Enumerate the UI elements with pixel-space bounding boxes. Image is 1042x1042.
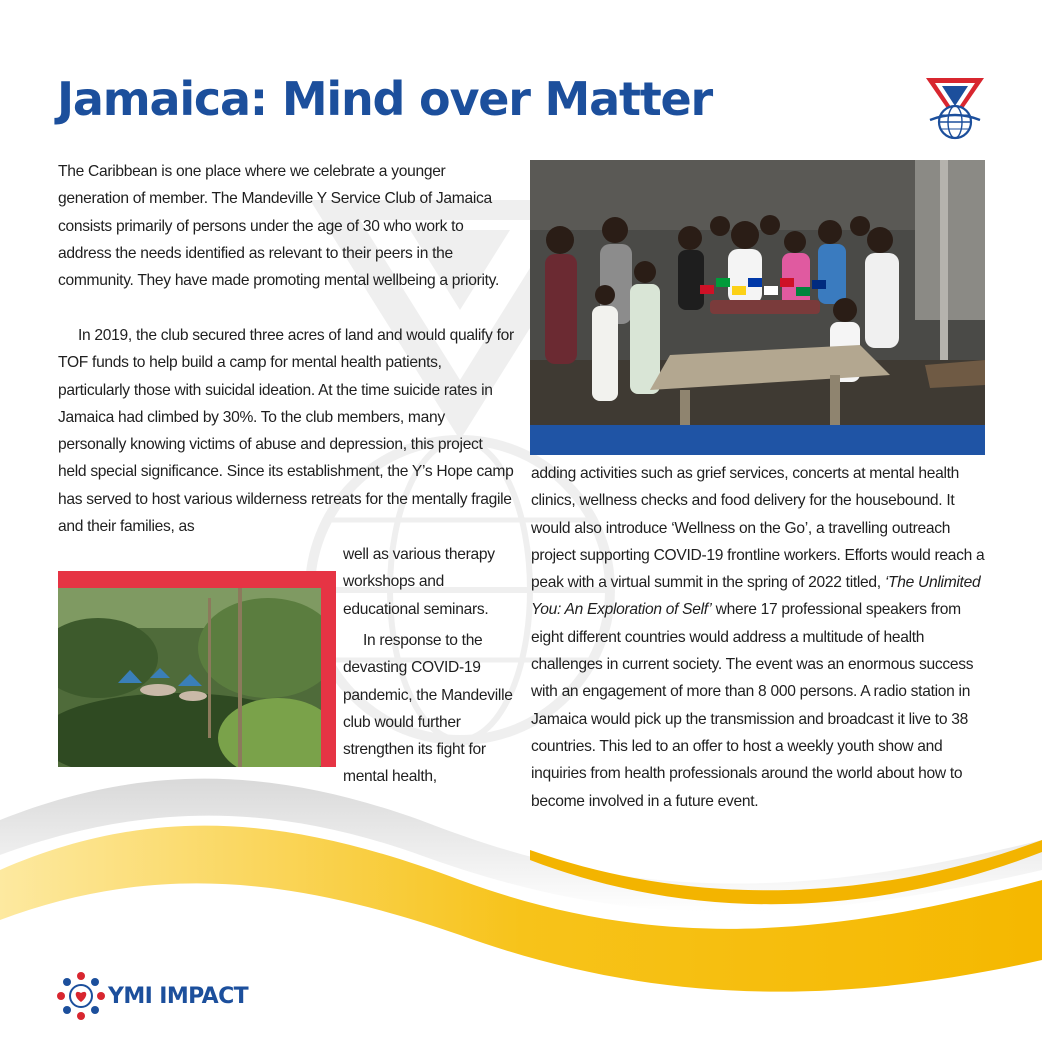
article-paragraph-camp-continued: well as various therapy workshops and educational seminars.	[343, 546, 495, 618]
ys-men-logo-icon	[924, 76, 986, 140]
photo-caption-band	[530, 425, 985, 455]
group-photo	[530, 160, 985, 425]
ymi-impact-logo-icon	[57, 972, 105, 1020]
footer-brand: YMI IMPACT	[108, 984, 249, 1009]
article-paragraph-camp: In 2019, the club secured three acres of land and would qualify for TOF funds to help build a camp for mental health patients, particularly those with suicidal ideation. At the time suicide rates in Jamaica had climbed by 30%. To the club members, many personally knowing victims of abuse and depression, this project held special significance. Since its establishment, the Y’s Hope camp has served to host various wilderness retreats for the mentally fragile and their families, as	[58, 327, 514, 536]
summit-title: ‘The Unlimited You: An Exploration of Self’	[531, 574, 981, 619]
article-text-activities: adding activities such as grief services, concerts at mental health clinics, wellness checks and food delivery for the housebound. It would also introduce ‘Wellness on the Go’, a travelling outreach project supporting COVID-19 frontline workers. Efforts would reach a peak with a virtual summit in the spring of 2022 titled,	[531, 465, 985, 592]
article-paragraph-covid: In response to the devasting COVID-19 pandemic, the Mandeville club would further strengthen its fight for mental health,	[343, 632, 513, 786]
article-paragraph-intro: The Caribbean is one place where we celebrate a younger generation of member. The Mandeville Y Service Club of Jamaica consists primarily of persons under the age of 30 who work to address the needs identified as relevant to their peers in the community. They have made promoting mental wellbeing a priority.	[58, 163, 500, 290]
page-title: Jamaica: Mind over Matter	[57, 72, 713, 126]
article-text-outcome: where 17 professional speakers from eight different countries would address a multitude of health challenges in current society. The event was an enormous success with an engagement of more than 8 000 persons. A radio station in Jamaica would pick up the transmission and broadcast it live to 38 countries. This led to an offer to host a weekly youth show and inquiries from health professionals around the world about how to become involved in a future event.	[531, 601, 974, 810]
camp-photo	[58, 588, 321, 767]
